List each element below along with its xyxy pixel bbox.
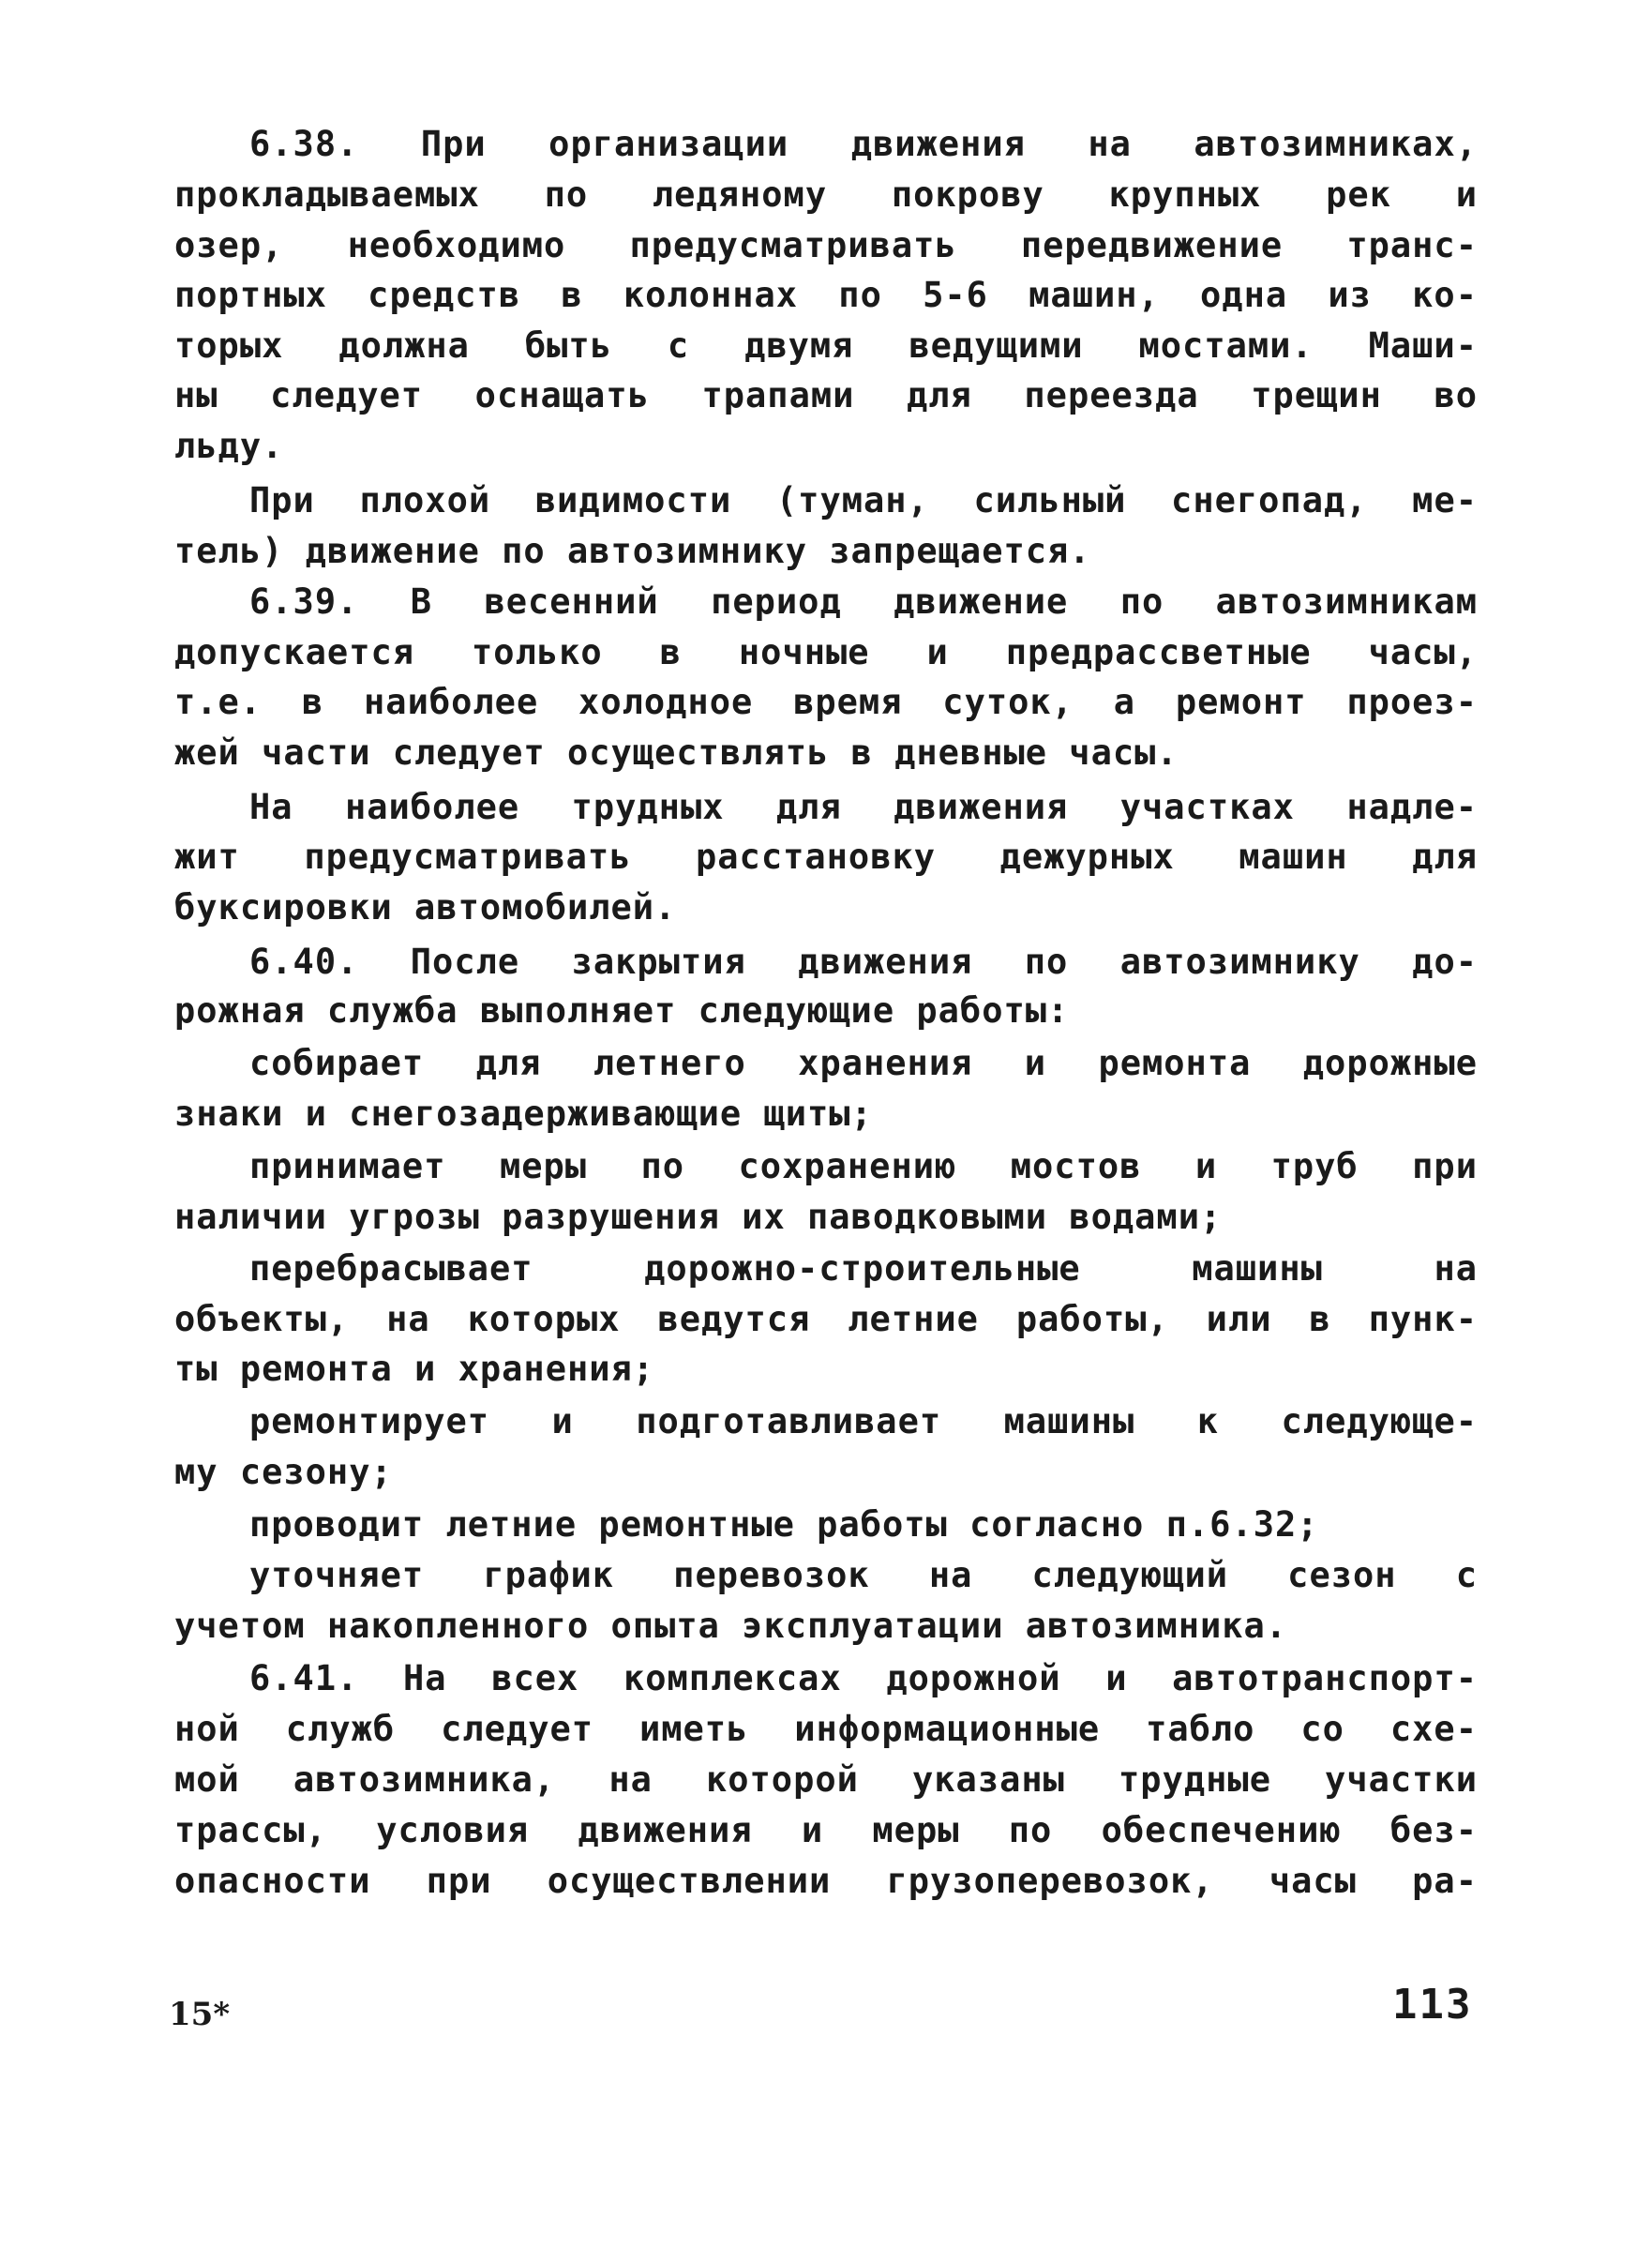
text-line: ны следует оснащать трапами для переезда трещин во bbox=[174, 375, 1478, 415]
text-line: объекты, на которых ведутся летние работы, или в пунк- bbox=[174, 1299, 1478, 1339]
text-line: портных средств в колоннах по 5-6 машин, одна из ко- bbox=[174, 275, 1478, 315]
text-line: прокладываемых по ледяному покрову крупных рек и bbox=[174, 174, 1478, 215]
text-line: наличии угрозы разрушения их паводковыми водами; bbox=[174, 1197, 1223, 1237]
text-line: жей части следует осуществлять в дневные часы. bbox=[174, 732, 1179, 773]
text-line: 6.41. На всех комплексах дорожной и автотранспорт- bbox=[249, 1658, 1478, 1698]
text-line: тель) движение по автозимнику запрещается. bbox=[174, 531, 1091, 571]
text-line: льду. bbox=[174, 426, 284, 466]
text-line: буксировки автомобилей. bbox=[174, 887, 677, 928]
text-line: ремонтирует и подготавливает машины к следующе- bbox=[249, 1401, 1478, 1441]
text-line: собирает для летнего хранения и ремонта дорожные bbox=[249, 1043, 1478, 1083]
text-line: уточняет график перевозок на следующий сезон с bbox=[249, 1555, 1478, 1595]
text-line: 6.38. При организации движения на автозимниках, bbox=[249, 124, 1478, 164]
text-line: допускается только в ночные и предрассветные часы, bbox=[174, 632, 1478, 672]
signature-mark: 15* bbox=[169, 1996, 231, 2033]
text-line: трассы, условия движения и меры по обеспечению без- bbox=[174, 1810, 1478, 1850]
text-line: жит предусматривать расстановку дежурных машин для bbox=[174, 837, 1478, 877]
text-line: ной служб следует иметь информационные табло со схе- bbox=[174, 1709, 1478, 1749]
text-line: учетом накопленного опыта эксплуатации автозимника. bbox=[174, 1606, 1288, 1646]
text-line: 6.40. После закрытия движения по автозимнику до- bbox=[249, 942, 1478, 982]
text-line: 6.39. В весенний период движение по автозимникам bbox=[249, 581, 1478, 622]
text-line: При плохой видимости (туман, сильный снегопад, ме- bbox=[249, 480, 1478, 521]
text-line: проводит летние ремонтные работы согласно п.6.32; bbox=[249, 1504, 1319, 1545]
text-line: опасности при осуществлении грузоперевозок, часы ра- bbox=[174, 1861, 1478, 1901]
text-line: перебрасывает дорожно-строительные машины на bbox=[249, 1248, 1478, 1289]
text-line: т.е. в наиболее холодное время суток, а ремонт проез- bbox=[174, 682, 1478, 722]
text-line: ты ремонта и хранения; bbox=[174, 1349, 655, 1389]
text-line: рожная служба выполняет следующие работы: bbox=[174, 990, 1070, 1031]
text-line: На наиболее трудных для движения участках надле- bbox=[249, 787, 1478, 827]
text-line: му сезону; bbox=[174, 1452, 393, 1492]
text-line: мой автозимника, на которой указаны трудные участки bbox=[174, 1759, 1478, 1800]
text-line: знаки и снегозадерживающие щиты; bbox=[174, 1094, 873, 1134]
text-line: принимает меры по сохранению мостов и труб при bbox=[249, 1146, 1478, 1186]
page-number: 113 bbox=[1392, 1981, 1473, 2029]
text-line: торых должна быть с двумя ведущими мостами. Маши- bbox=[174, 325, 1478, 366]
text-line: озер, необходимо предусматривать передвижение транс- bbox=[174, 225, 1478, 265]
